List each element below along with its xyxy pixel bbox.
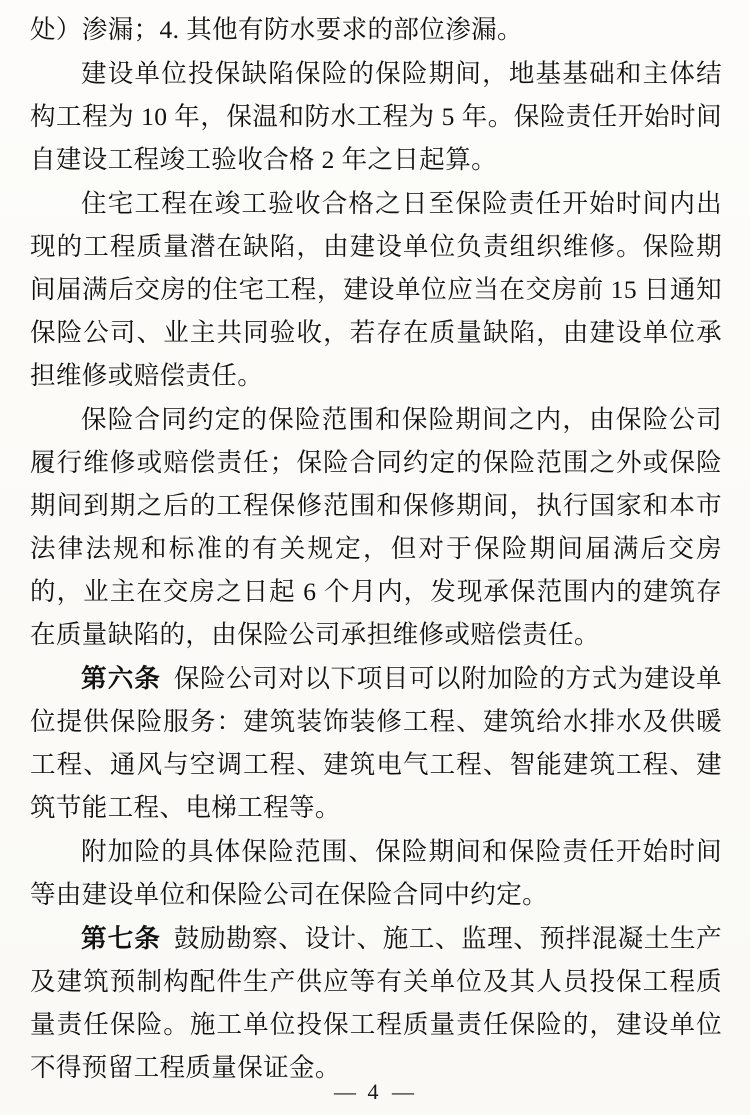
- paragraph-residential-defects: [30, 182, 722, 397]
- paragraph-text: 处）渗漏；4. 其他有防水要求的部位渗漏。: [30, 15, 523, 44]
- page-footer: [0, 1079, 750, 1105]
- article-label-six: 第六条: [81, 664, 162, 693]
- paragraph-text: 保险合同约定的保险范围和保险期间之内，由保险公司履行维修或赔偿责任；保险合同约定的保险范围之外或保险期间到期之后的工程保修范围和保修期间，执行国家和本市法律法规和标准的有关规定，但对于保险期间届满后交房的，业主在交房之日起 6 个月内，发现承保范围内的建筑存在质量缺陷的，由保险公司承担维修或赔偿责任。: [30, 405, 722, 649]
- paragraph-text: 保险公司对以下项目可以附加险的方式为建设单位提供保险服务：建筑装饰装修工程、建筑给水排水及供暖工程、通风与空调工程、建筑电气工程、智能建筑工程、建筑节能工程、电梯工程等。: [30, 664, 722, 822]
- paragraph-article-seven: [30, 917, 722, 1089]
- paragraph-continued-leak-list: [30, 8, 722, 51]
- paragraph-text: 鼓励勘察、设计、施工、监理、预拌混凝土生产及建筑预制构配件生产供应等有关单位及其人员投保工程质量责任保险。施工单位投保工程质量责任保险的，建设单位不得预留工程质量保证金。: [30, 924, 722, 1082]
- page-number: 4: [367, 1079, 383, 1104]
- paragraph-text: 建设单位投保缺陷保险的保险期间，地基基础和主体结构工程为 10 年，保温和防水工程为 5 年。保险责任开始时间自建设工程竣工验收合格 2 年之日起算。: [30, 59, 722, 174]
- paragraph-text: 附加险的具体保险范围、保险期间和保险责任开始时间等由建设单位和保险公司在保险合同中约定。: [30, 837, 722, 909]
- article-label-seven: 第七条: [81, 924, 162, 953]
- paragraph-article-six: [30, 657, 722, 829]
- footer-left-dash: —: [334, 1079, 358, 1104]
- paragraph-text: 住宅工程在竣工验收合格之日至保险责任开始时间内出现的工程质量潜在缺陷，由建设单位负责组织维修。保险期间届满后交房的住宅工程，建设单位应当在交房前 15 日通知保险公司、业主共同验收，若存在质量缺陷，由建设单位承担维修或赔偿责任。: [30, 189, 722, 390]
- document-body: [30, 8, 722, 1089]
- paragraph-insurance-period: [30, 52, 722, 181]
- paragraph-contract-scope: [30, 398, 722, 656]
- footer-right-dash: —: [392, 1079, 416, 1104]
- paragraph-additional-insurance: [30, 830, 722, 916]
